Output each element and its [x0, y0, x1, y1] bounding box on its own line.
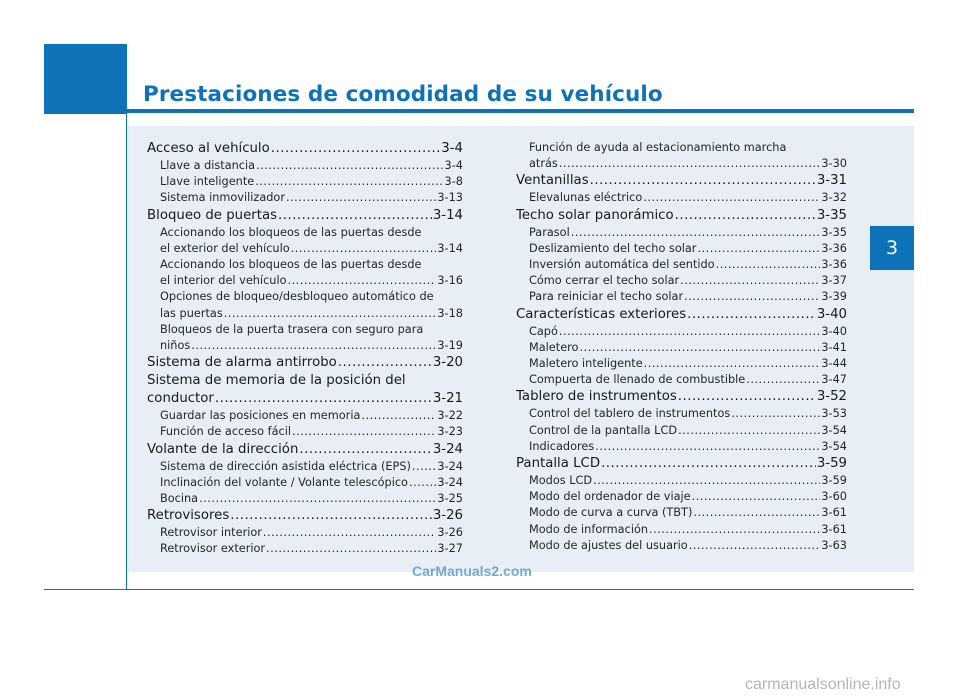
page-number: 3-61	[821, 506, 847, 520]
page-number: 3-40	[821, 324, 847, 338]
page-number: 3-14	[432, 207, 463, 223]
toc-entry[interactable]	[516, 538, 847, 554]
dot-leader	[215, 390, 432, 408]
dot-leader	[286, 190, 436, 206]
page-number: 3-41	[821, 340, 847, 354]
toc-entry-title: Compuerta de llenado de combustible	[529, 373, 746, 387]
toc-entry[interactable]	[516, 372, 847, 388]
page-number: 3-37	[821, 274, 847, 288]
page-number: 3-40	[816, 306, 847, 322]
toc-entry[interactable]	[516, 489, 847, 505]
page-number: 3-26	[437, 526, 463, 540]
toc-entry[interactable]	[516, 356, 847, 372]
toc-entry-title: Inversión automática del sentido	[529, 258, 715, 272]
page-number: 3-36	[821, 258, 847, 272]
page-number: 3-20	[432, 355, 463, 371]
dot-leader	[191, 338, 436, 354]
dot-leader	[684, 289, 820, 305]
dot-leader	[678, 388, 816, 406]
toc-entry-title: Modo de ajustes del usuario	[529, 538, 688, 552]
toc-entry-title-lead: Accionando los bloqueos de las puertas desde	[160, 225, 422, 239]
page-number: 3-54	[821, 423, 847, 437]
toc-section-title: conductor	[147, 391, 214, 407]
dot-leader	[601, 455, 816, 473]
toc-entry-title: Indicadores	[529, 439, 595, 453]
page-number: 3-8	[444, 175, 463, 189]
page-number: 3-22	[437, 409, 463, 423]
dot-leader	[291, 241, 437, 257]
dot-leader	[590, 172, 816, 190]
page-number: 3-61	[821, 522, 847, 536]
toc-section[interactable]	[147, 354, 463, 372]
toc-entry-title: Llave a distancia	[160, 159, 256, 172]
dot-leader	[680, 273, 820, 289]
page-number: 3-4	[444, 159, 463, 172]
toc-entry[interactable]	[147, 491, 463, 507]
toc-entry-title: niños	[160, 339, 191, 353]
toc-column-left	[147, 140, 463, 558]
toc-section-title: Techo solar panorámico	[516, 207, 674, 223]
chapter-tab[interactable]: 3	[870, 226, 914, 270]
toc-entry[interactable]	[516, 439, 847, 455]
toc-section-title: Acceso al vehículo	[147, 141, 270, 156]
toc-entry[interactable]	[147, 190, 463, 206]
toc-entry-title: Para reiniciar el techo solar	[529, 290, 684, 304]
page-number: 3-47	[821, 373, 847, 387]
dot-leader	[595, 439, 820, 455]
page-number: 3-24	[432, 441, 463, 457]
page-number: 3-14	[437, 241, 463, 255]
dot-leader	[271, 140, 441, 158]
page-number: 3-19	[437, 339, 463, 353]
toc-entry[interactable]	[147, 424, 463, 440]
toc-entry[interactable]	[516, 190, 847, 206]
toc-entry-title: Función de acceso fácil	[160, 425, 291, 439]
toc-entry-title: el exterior del vehículo	[160, 241, 290, 255]
page-number: 3-30	[821, 157, 847, 171]
dot-leader	[571, 225, 821, 241]
dot-leader	[579, 340, 820, 356]
page-number: 3-35	[816, 207, 847, 223]
dot-leader	[678, 423, 820, 439]
toc-entry[interactable]	[516, 225, 847, 241]
toc-entry-title: Capó	[529, 324, 558, 338]
toc-entry-title: Modo de curva a curva (TBT)	[529, 506, 693, 520]
toc-section[interactable]	[516, 455, 847, 473]
dot-leader	[643, 190, 820, 206]
toc-entry-title-lead: Accionando los bloqueos de las puertas desde	[160, 258, 422, 272]
watermark: CarManuals2.com	[412, 563, 532, 579]
toc-entry[interactable]	[516, 505, 847, 521]
toc-section-title: Bloqueo de puertas	[147, 207, 278, 223]
toc-entry[interactable]	[147, 306, 463, 322]
dot-leader	[361, 408, 436, 424]
dot-leader	[338, 354, 432, 372]
toc-section-title: Retrovisores	[147, 508, 230, 524]
page-number: 3-53	[821, 407, 847, 421]
dot-leader	[746, 372, 820, 388]
toc-entry-title: Control del tablero de instrumentos	[529, 407, 731, 421]
toc-entry[interactable]	[147, 174, 463, 190]
page-number: 3-39	[821, 290, 847, 304]
toc-entry[interactable]	[516, 473, 847, 489]
dot-leader	[697, 241, 820, 257]
page-number: 3-35	[821, 225, 847, 239]
toc-section[interactable]	[147, 207, 463, 225]
toc-entry-title: Retrovisor exterior	[160, 542, 266, 556]
page-number: 3-27	[437, 542, 463, 556]
dot-leader	[689, 538, 821, 554]
page-number: 3-24	[437, 475, 463, 489]
toc-section[interactable]	[147, 441, 463, 459]
dot-leader	[230, 507, 432, 525]
page-number: 3-60	[821, 490, 847, 504]
toc-entry-title: Modos LCD	[529, 474, 593, 488]
page-number: 3-63	[821, 538, 847, 552]
dot-leader	[559, 156, 821, 172]
toc-entry-title: atrás	[529, 157, 558, 171]
page-title: Prestaciones de comodidad de su vehículo	[143, 82, 663, 107]
toc-section-title: Sistema de alarma antirrobo	[147, 355, 337, 371]
page-number: 3-32	[821, 191, 847, 205]
toc-entry-title: las puertas	[160, 306, 223, 320]
page-number: 3-24	[437, 459, 463, 473]
dot-leader	[409, 475, 436, 491]
toc-entry[interactable]	[516, 273, 847, 289]
toc-entry[interactable]	[516, 257, 847, 273]
dot-leader	[278, 207, 432, 225]
toc-entry-title: Guardar las posiciones en memoria	[160, 409, 361, 423]
toc-entry-title: Modo de información	[529, 522, 649, 536]
toc-entry[interactable]	[147, 525, 463, 541]
dot-leader	[675, 207, 816, 225]
dot-leader	[731, 406, 820, 422]
page-number: 3-21	[432, 391, 463, 407]
toc-entry[interactable]	[147, 241, 463, 257]
toc-section[interactable]	[147, 507, 463, 525]
dot-leader	[255, 174, 443, 190]
toc-column-right	[516, 140, 847, 554]
toc-entry-title: Maletero	[529, 340, 579, 354]
toc-entry[interactable]	[516, 423, 847, 439]
dot-leader	[199, 491, 436, 507]
toc-entry-title: Modo del ordenador de viaje	[529, 490, 691, 504]
dot-leader	[224, 306, 437, 322]
toc-entry[interactable]	[516, 522, 847, 538]
toc-section[interactable]	[516, 388, 847, 406]
toc-entry[interactable]	[516, 340, 847, 356]
dot-leader	[644, 356, 821, 372]
toc-section-title-lead: Sistema de memoria de la posición del	[147, 373, 406, 389]
toc-section-title: Pantalla LCD	[516, 456, 601, 472]
dot-leader	[692, 489, 821, 505]
title-rule	[127, 109, 914, 113]
toc-entry-title: Elevalunas eléctrico	[529, 191, 643, 205]
page-number: 3-23	[437, 425, 463, 439]
toc-section-title: Ventanillas	[516, 173, 589, 189]
page-number: 3-59	[816, 456, 847, 472]
dot-leader	[412, 459, 436, 475]
page-number: 3-25	[437, 492, 463, 506]
toc-entry[interactable]	[147, 408, 463, 424]
page-number: 3-31	[816, 173, 847, 189]
toc-entry-title: Llave inteligente	[160, 175, 255, 189]
toc-section[interactable]	[516, 207, 847, 225]
toc-entry-title: Parasol	[529, 225, 570, 239]
site-footer: carmanualsonline.info	[745, 676, 901, 693]
toc-section[interactable]	[147, 140, 463, 158]
toc-entry-title: Bocina	[160, 492, 199, 506]
toc-entry[interactable]	[147, 459, 463, 475]
page-number: 3-18	[437, 306, 463, 320]
toc-entry-title: Sistema inmovilizador	[160, 191, 285, 205]
page-number: 3-59	[821, 474, 847, 488]
toc-entry[interactable]	[516, 289, 847, 305]
page-number: 3-16	[437, 274, 463, 288]
dot-leader	[649, 522, 820, 538]
dot-leader	[593, 473, 820, 489]
toc-section-title: Características exteriores	[516, 306, 687, 322]
dot-leader	[288, 273, 437, 289]
toc-section[interactable]	[147, 390, 463, 408]
toc-entry-title: Cómo cerrar el techo solar	[529, 274, 680, 288]
toc-entry[interactable]	[147, 338, 463, 354]
toc-entry[interactable]	[147, 541, 463, 557]
toc-entry[interactable]	[147, 158, 463, 174]
page-number: 3-26	[432, 508, 463, 524]
toc-entry-title-lead: Bloqueos de la puerta trasera con seguro para	[160, 322, 424, 336]
page-number: 3-44	[821, 357, 847, 371]
dot-leader	[693, 505, 820, 521]
dot-leader	[256, 158, 443, 174]
toc-entry-title: Retrovisor interior	[160, 526, 262, 540]
toc-entry[interactable]	[516, 241, 847, 257]
toc-entry-title: Inclinación del volante / Volante telescópico	[160, 475, 408, 489]
page-number: 3-13	[437, 191, 463, 205]
dot-leader	[266, 541, 436, 557]
toc-entry[interactable]	[147, 273, 463, 289]
dot-leader	[687, 306, 816, 324]
toc-section[interactable]	[516, 172, 847, 190]
dot-leader	[716, 257, 821, 273]
toc-entry[interactable]	[147, 475, 463, 491]
toc-entry-title: Maletero inteligente	[529, 357, 643, 371]
toc-entry-title-lead: Función de ayuda al estacionamiento marcha	[529, 141, 787, 154]
dot-leader	[263, 525, 436, 541]
toc-section[interactable]	[516, 306, 847, 324]
toc-section-title: Tablero de instrumentos	[516, 389, 677, 405]
toc-entry[interactable]	[516, 324, 847, 340]
header-blue-block	[44, 44, 127, 114]
toc-entry-title: Sistema de dirección asistida eléctrica (EPS)	[160, 459, 411, 473]
bottom-rule	[44, 589, 914, 590]
page-number: 3-52	[816, 389, 847, 405]
dot-leader	[559, 324, 820, 340]
page-number: 3-4	[441, 141, 463, 156]
dot-leader	[299, 441, 431, 459]
toc-entry-title: Control de la pantalla LCD	[529, 423, 678, 437]
toc-entry-title: Deslizamiento del techo solar	[529, 241, 697, 255]
dot-leader	[292, 424, 436, 440]
toc-entry-title: el interior del vehículo	[160, 274, 287, 288]
toc-entry[interactable]	[516, 406, 847, 422]
page-number: 3-54	[821, 439, 847, 453]
toc-section-title: Volante de la dirección	[147, 441, 299, 457]
toc-entry-title-lead: Opciones de bloqueo/desbloqueo automático de	[160, 290, 434, 304]
toc-entry[interactable]	[516, 156, 847, 172]
page-number: 3-36	[821, 241, 847, 255]
